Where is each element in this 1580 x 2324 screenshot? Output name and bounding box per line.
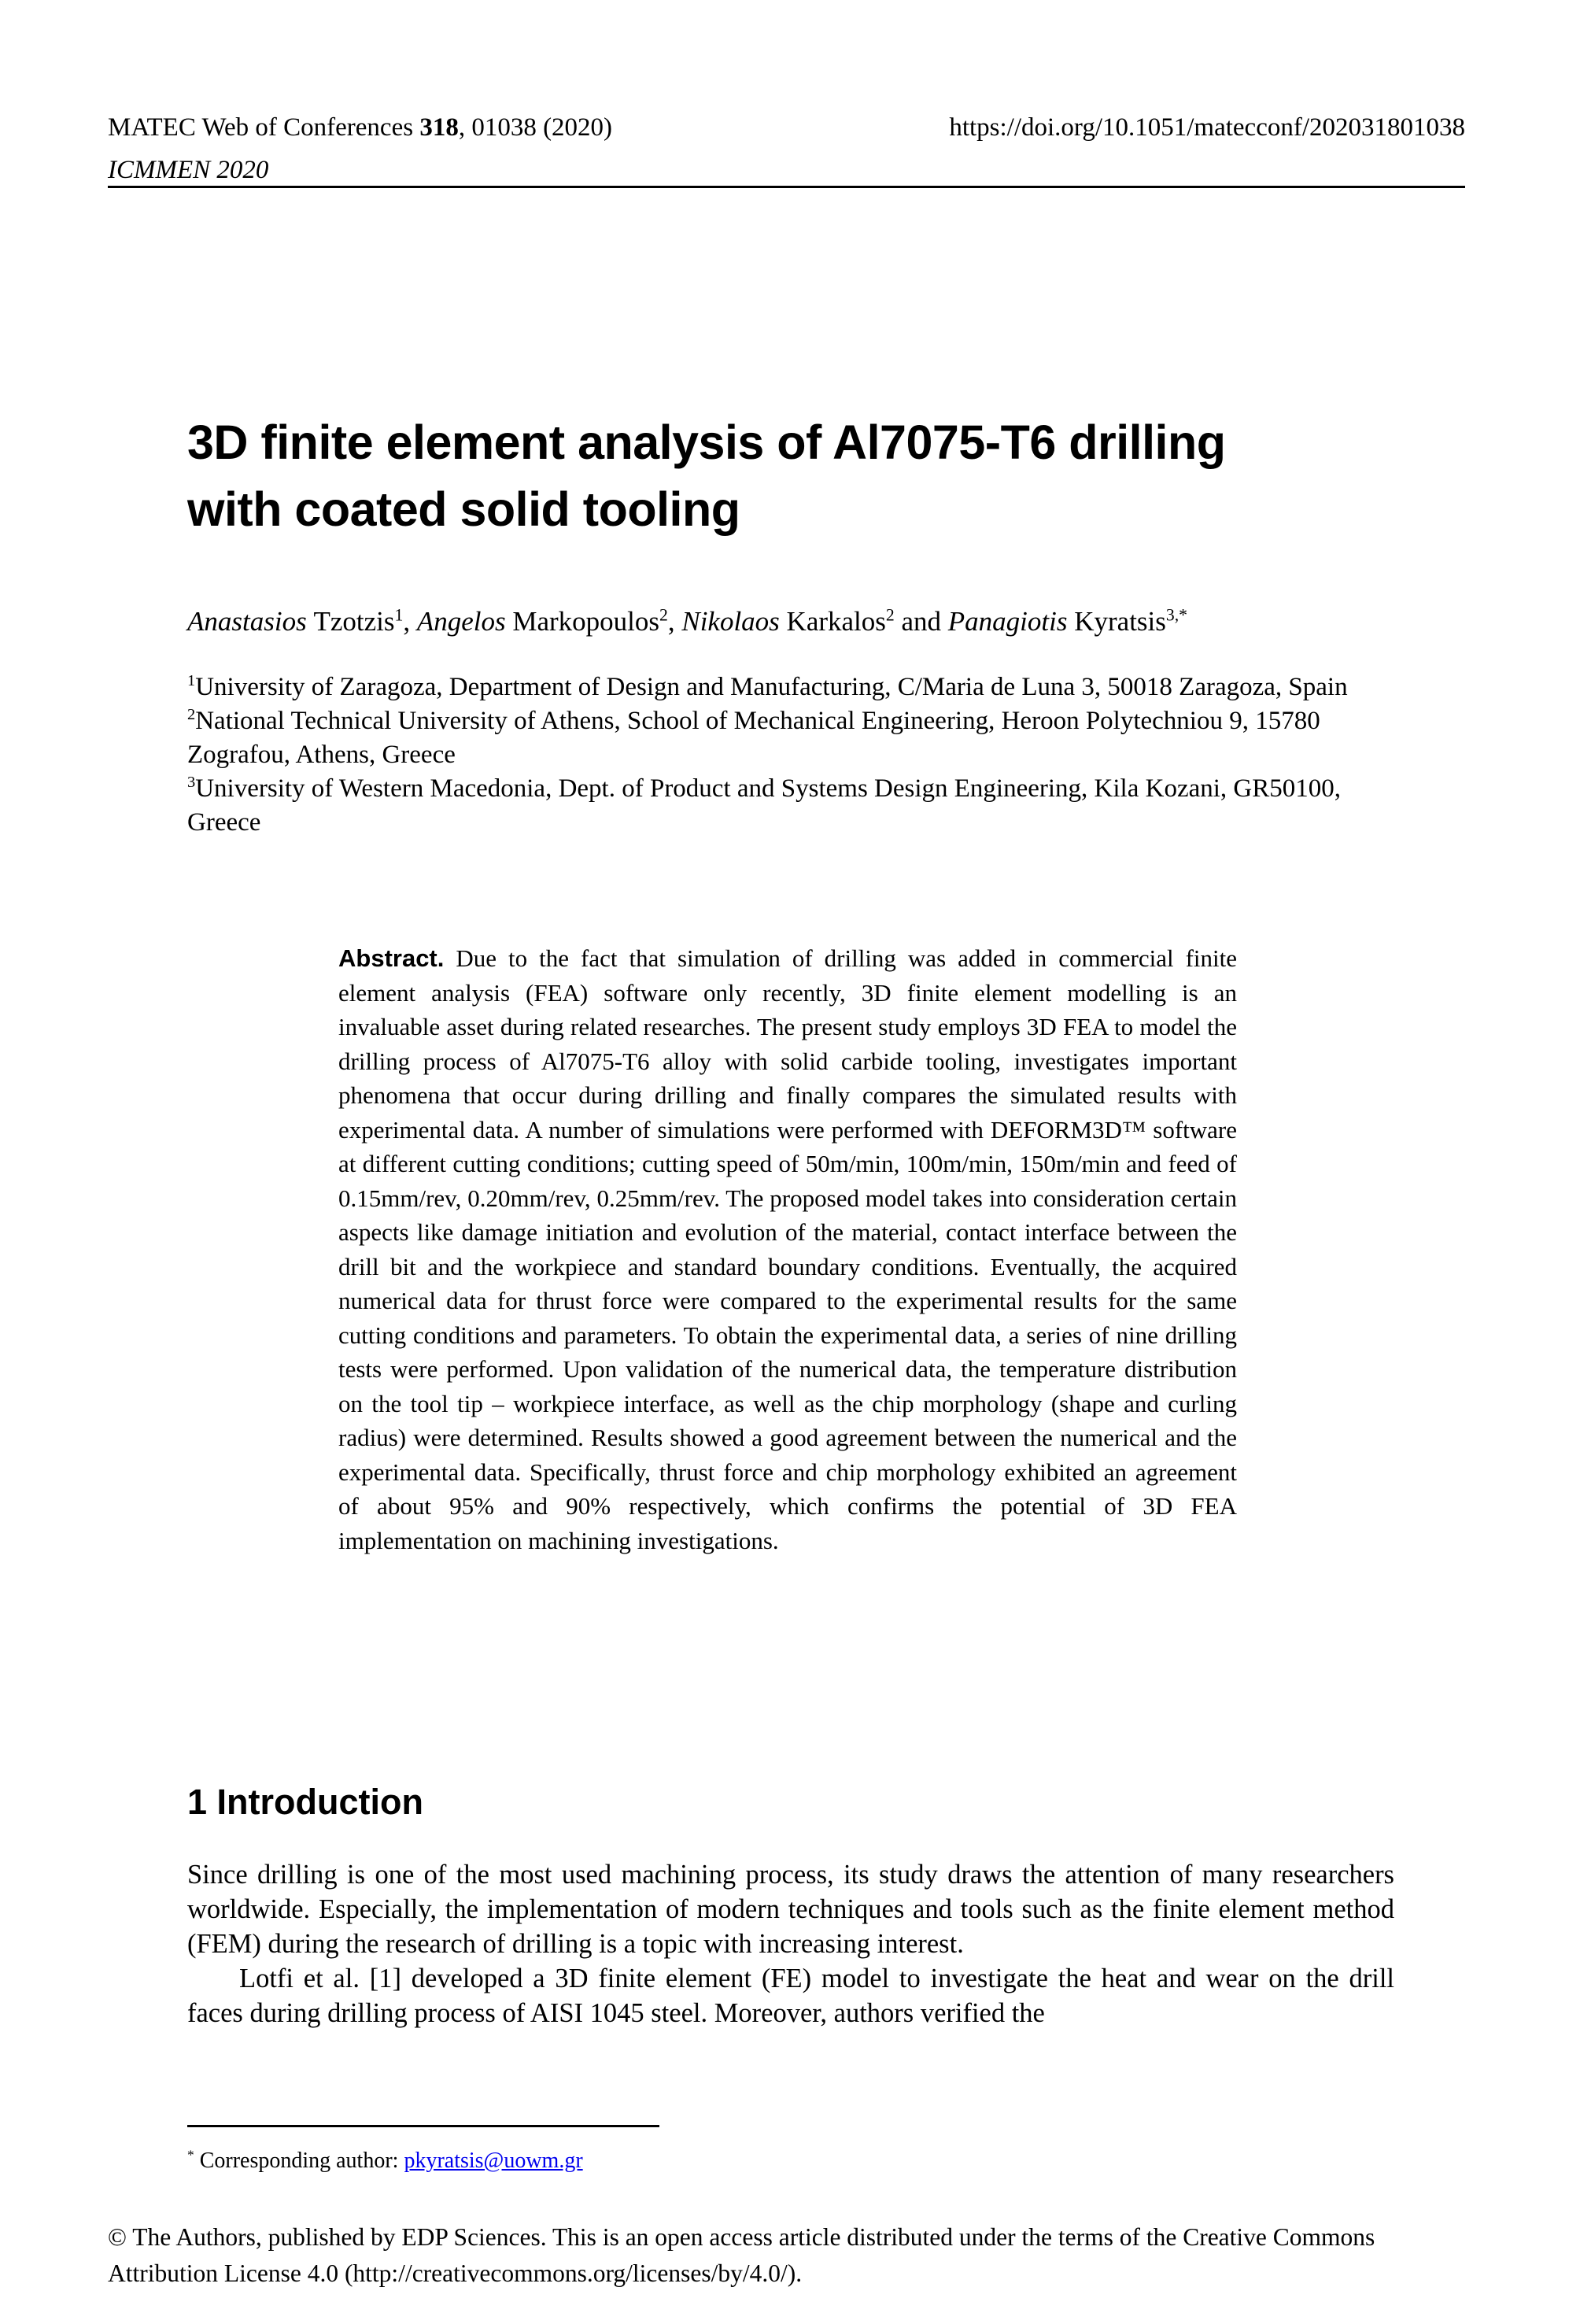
abstract-label: Abstract. [338, 944, 445, 972]
footnote [187, 2147, 1394, 2175]
footer-line-2: Attribution License 4.0 (http://creativecommons.org/licenses/by/4.0/). [108, 2259, 803, 2287]
header-divider [108, 186, 1465, 188]
affiliation-item-1 [187, 671, 1397, 704]
affiliation-text: University of Zaragoza, Department of Design and Manufacturing, C/Maria de Luna 3, 50018 Zaragoza, Spain [195, 673, 1348, 701]
author-first-name: Angelos [416, 606, 513, 637]
affiliation-sup: 3 [187, 774, 196, 791]
intro-paragraph-2: Lotfi et al. [1] developed a 3D finite element (FE) model to investigate the heat and wear on the drill faces during drilling process of AISI 1045 steel. Moreover, authors verified the [187, 1964, 1394, 2028]
author-line [187, 604, 1403, 639]
section-heading-introduction: 1 Introduction [187, 1782, 423, 1822]
introduction-body [187, 1857, 1394, 2030]
volume-number: 318 [419, 113, 459, 142]
author-last-name: Tzotzis [313, 606, 395, 637]
author-first-name: Anastasios [187, 606, 314, 637]
affiliation-item-3 [187, 772, 1397, 840]
affiliation-text: National Technical University of Athens, School of Mechanical Engineering, Heroon Polytechniou 9, 15780 Zografou, Athens, Greece [187, 707, 1320, 769]
affiliation-sup: 1 [187, 672, 196, 689]
author-last-name: Kyratsis [1074, 606, 1166, 637]
conference-name: ICMMEN 2020 [108, 156, 269, 184]
author-3 [681, 606, 947, 637]
intro-paragraph-1: Since drilling is one of the most used machining process, its study draws the attention of many researchers worldwide. Especially, the implementation of modern techniques and tools such as the finite element method (FEM) during the research of drilling is a topic with increasing interest. [187, 1860, 1394, 1959]
footer-line-1: © The Authors, published by EDP Sciences. This is an open access article distributed under the terms of the Creative Commons [108, 2223, 1375, 2251]
affiliation-item-2 [187, 704, 1397, 772]
author-affiliation-mark: 2 [885, 605, 895, 625]
running-header [108, 112, 1465, 186]
footnote-marker: * [187, 2147, 194, 2163]
author-separator: , [403, 606, 417, 637]
author-first-name: Panagiotis [947, 606, 1075, 637]
author-separator: and [894, 606, 948, 637]
title-line-1: 3D finite element analysis of Al7075-T6 drilling [187, 416, 1226, 469]
affiliation-sup: 2 [187, 706, 196, 723]
author-last-name: Karkalos [786, 606, 886, 637]
author-affiliation-mark: 1 [394, 605, 404, 625]
author-affiliation-mark: 2 [659, 605, 668, 625]
abstract [338, 941, 1237, 1557]
author-4 [948, 606, 1187, 637]
article-number: , 01038 (2020) [458, 113, 613, 142]
author-separator: , [667, 606, 682, 637]
author-1 [187, 606, 417, 637]
page-footer [108, 2219, 1493, 2292]
affiliations [187, 671, 1397, 840]
author-affiliation-mark: 3,* [1165, 605, 1187, 625]
doi-text: https://doi.org/10.1051/matecconf/202031801038 [949, 113, 1465, 142]
author-first-name: Nikolaos [681, 606, 787, 637]
paper-title [187, 409, 1403, 543]
journal-reference [108, 112, 612, 143]
footnote-divider [187, 2125, 659, 2127]
author-2 [417, 606, 682, 637]
title-line-2: with coated solid tooling [187, 482, 740, 536]
header-row [108, 112, 1465, 143]
abstract-text: Due to the fact that simulation of drilling was added in commercial finite element analysis (FEA) software only recently, 3D finite element modelling is an invaluable asset during related researches. The present study employs 3D FEA to model the drilling process of Al7075-T6 alloy with solid carbide tooling, investigates important phenomena that occur during drilling and finally compares the simulated results with experimental data. A number of simulations were performed with DEFORM3D™ software at different cutting conditions; cutting speed of 50m/min, 100m/min, 150m/min and feed of 0.15mm/rev, 0.20mm/rev, 0.25mm/rev. The proposed model takes into consideration certain aspects like damage initiation and evolution of the material, contact interface between the drill bit and the workpiece and standard boundary conditions. Eventually, the acquired numerical data for thrust force were compared to the experimental results for the same cutting conditions and parameters. To obtain the experimental data, a series of nine drilling tests were performed. Upon validation of the numerical data, the temperature distribution on the tool tip – workpiece interface, as well as the chip morphology (shape and curling radius) were determined. Results showed a good agreement between the numerical and the experimental data. Specifically, thrust force and chip morphology exhibited an agreement of about 95% and 90% respectively, which confirms the potential of 3D FEA implementation on machining investigations. [338, 944, 1237, 1554]
journal-name: MATEC Web of Conferences [108, 113, 420, 142]
corresponding-author-email[interactable]: pkyratsis@uowm.gr [404, 2148, 583, 2173]
footnote-label: Corresponding author: [199, 2148, 404, 2173]
affiliation-text: University of Western Macedonia, Dept. of Product and Systems Design Engineering, Kila Kozani, GR50100, Greece [187, 774, 1342, 837]
author-last-name: Markopoulos [512, 606, 659, 637]
